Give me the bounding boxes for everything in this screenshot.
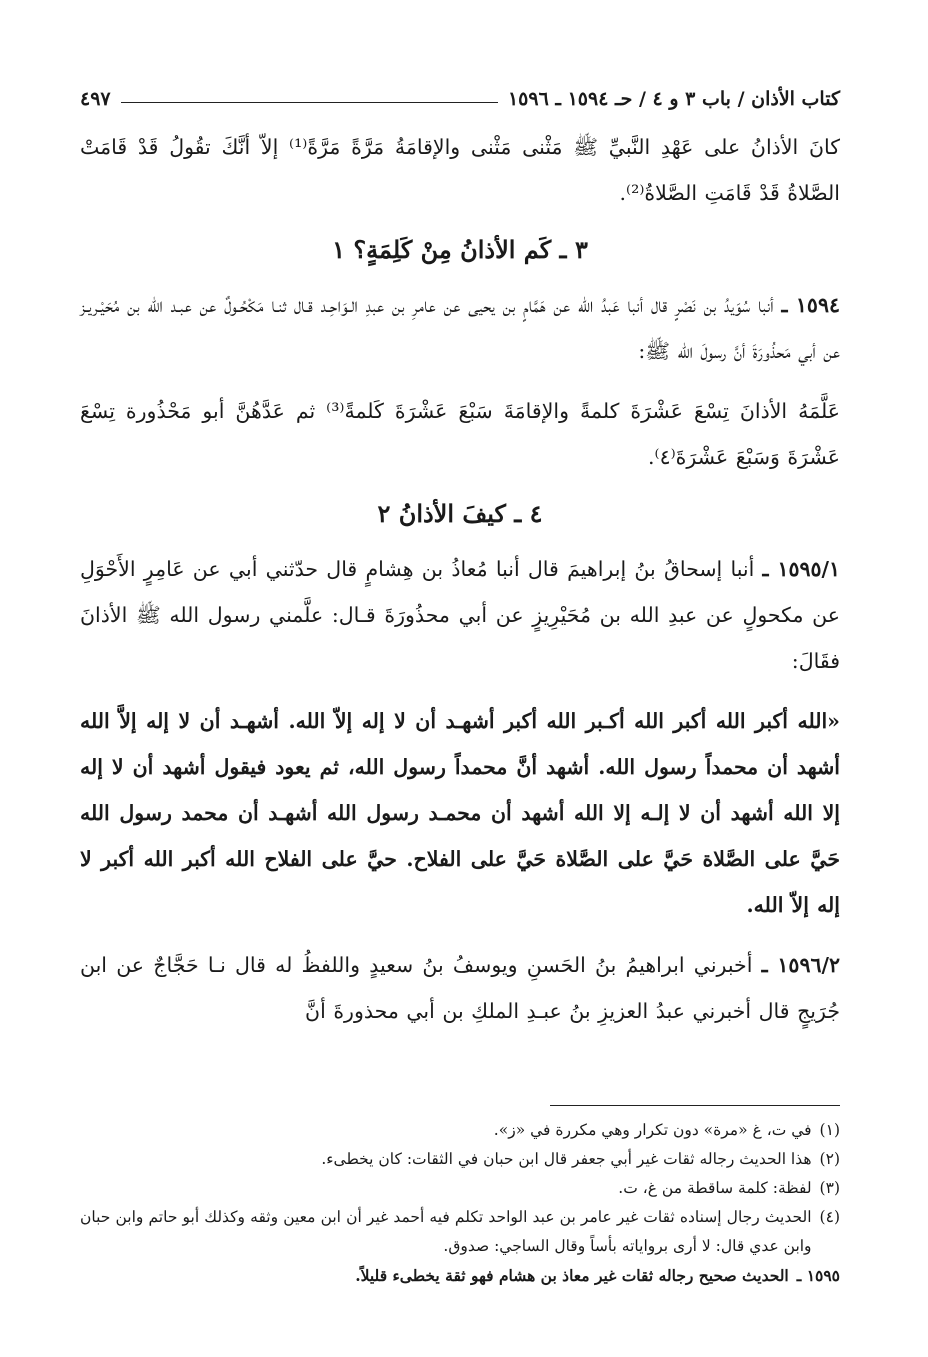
section-heading-3: ٣ ـ كَم الأذانُ مِنْ كَلِمَةٍ؟ ١ bbox=[332, 235, 588, 264]
footnote-item bbox=[80, 1116, 840, 1145]
footnote-mark: (٣) bbox=[819, 1179, 840, 1197]
hadith-text: أنبا سُوَيدُ بن نَصْرٍ قال أنبا عَبدُ الله عن هَمَّامٍ بن يحيى عن عامرِ بن عبدِ الـوَاحِـد قـال ثنـا مَكْحُـولٌ عن عبـد الله بن مُحَيْـريـز عن أبي مَحذُورَةَ أنَّ رسولَ الله ﷺ: bbox=[80, 293, 840, 363]
footnote-text: الحديث صحيح رجاله ثقات غير معاذ بن هشام فهو ثقة يخطىء قليلاً. bbox=[355, 1266, 789, 1285]
page-number: ٤٩٧ bbox=[80, 88, 111, 110]
hadith-text: أخبرني ابراهيمُ بنُ الحَسنِ ويوسفُ بنُ سعيدٍ واللفظُ له قال نـا حَجَّاجٌ عن ابن جُرَيجٍ قال أخبرني عبدُ العزيزِ بنُ عبـدِ الملكِ بن أبي محذورةَ أنَّ bbox=[80, 953, 840, 1023]
footnote-item bbox=[80, 1174, 840, 1203]
hadith-1596 bbox=[80, 942, 840, 1034]
footnote-text: في ت، غ «مرة» دون تكرار وهي مكررة في «ز». bbox=[493, 1121, 812, 1139]
footnote-item bbox=[80, 1261, 840, 1290]
paragraph-continuation: كانَ الأذانُ على عَهْدِ النَّبيِّ ﷺ مَثْنى مَثْنى والإقامَةُ مَرَّةً مَرَّةً⁽¹⁾ إلاّ أنَّكَ تقُولُ قَدْ قَامَتْ الصَّلاةُ قَدْ قَامَتِ الصَّلاةُ⁽²⁾. bbox=[80, 135, 840, 205]
footnote-mark: (٢) bbox=[819, 1150, 840, 1168]
main-text bbox=[80, 124, 840, 1034]
hadith-1594-matn: عَلَّمَهُ الأذانَ تِسْعَ عَشْرَةَ كلمةً والإقامَةَ سَبْعَ عَشْرَةَ كَلمةً⁽³⁾ ثم عَدَّهُنَّ أبو مَحْذُورة تِسْعَ عَشْرَةَ وَسَبْعَ عَشْرَةَ⁽٤⁾. bbox=[80, 399, 840, 469]
section-heading-4: ٤ ـ كيفَ الأذانُ ٢ bbox=[377, 499, 543, 528]
hadith-1594 bbox=[80, 282, 840, 374]
hadith-number: ١٥٩٤ ـ bbox=[781, 293, 840, 317]
footnote-text: هذا الحديث رجاله ثقات غير أبي جعفر قال ابن حبان في الثقات: كان يخطىء. bbox=[321, 1150, 812, 1168]
footnote-mark: (٤) bbox=[819, 1208, 840, 1226]
footnote-rule bbox=[550, 1105, 840, 1106]
hadith-number: ١٥٩٥/١ ـ bbox=[762, 557, 840, 581]
footnote-text: لفظة: كلمة ساقطة من غ، ت. bbox=[618, 1179, 812, 1197]
header-title: كتاب الأذان / باب ٣ و ٤ / حـ ١٥٩٤ ـ ١٥٩٦ bbox=[507, 88, 840, 110]
hadith-1595 bbox=[80, 546, 840, 684]
footnote-item bbox=[80, 1145, 840, 1174]
footnote-text: الحديث رجال إسناده ثقات غير عامر بن عبد الواحد تكلم فيه أحمد غير أن ابن معين وثقه وكذلك أبو حاتم وابن حبان وابن عدي قال: لا أرى برواياته بأساً وقال الساجي: صدوق. bbox=[80, 1208, 812, 1255]
header-rule bbox=[121, 102, 498, 103]
footnotes bbox=[80, 1105, 840, 1290]
hadith-number: ١٥٩٦/٢ ـ bbox=[761, 953, 840, 977]
footnote-mark: (١) bbox=[819, 1121, 840, 1139]
running-header bbox=[80, 70, 840, 110]
document-page bbox=[80, 70, 840, 1320]
hadith-text: أنبا إسحاقُ بنُ إبراهيمَ قال أنبا مُعاذُ بن هِشامٍ قال حدّثني أبي عن عَامِرٍ الأَحْوَلِ عن مكحولٍ عن عبدِ الله بن مُحَيْرِيزٍ عن أبي محذُورَةَ قـال: علَّمني رسول الله ﷺ الأذانَ فقَالَ: bbox=[80, 557, 840, 673]
adhan-text: «الله أكبر الله أكبر الله أكـبر الله أكبر أشهـد أن لا إله إلاّ الله. أشهـد أن لا إله إلاَّ الله أشهد أن محمداً رسول الله. أشهد أنَّ محمداً رسول الله، ثم يعود فيقول أشهد أن لا إله إلا الله أشهد أن لا إلـه إلا الله أشهد أن محمـد رسول الله أشهـد أن محمد رسول الله حَيَّ على الصَّلاة حَيَّ على الصَّلاة حَيَّ على الفلاح. حيَّ على الفلاح الله أكبر الله أكبر لا إله إلاّ الله. bbox=[80, 709, 840, 917]
footnote-mark: ١٥٩٥ ـ bbox=[796, 1266, 840, 1285]
footnote-item bbox=[80, 1203, 840, 1261]
